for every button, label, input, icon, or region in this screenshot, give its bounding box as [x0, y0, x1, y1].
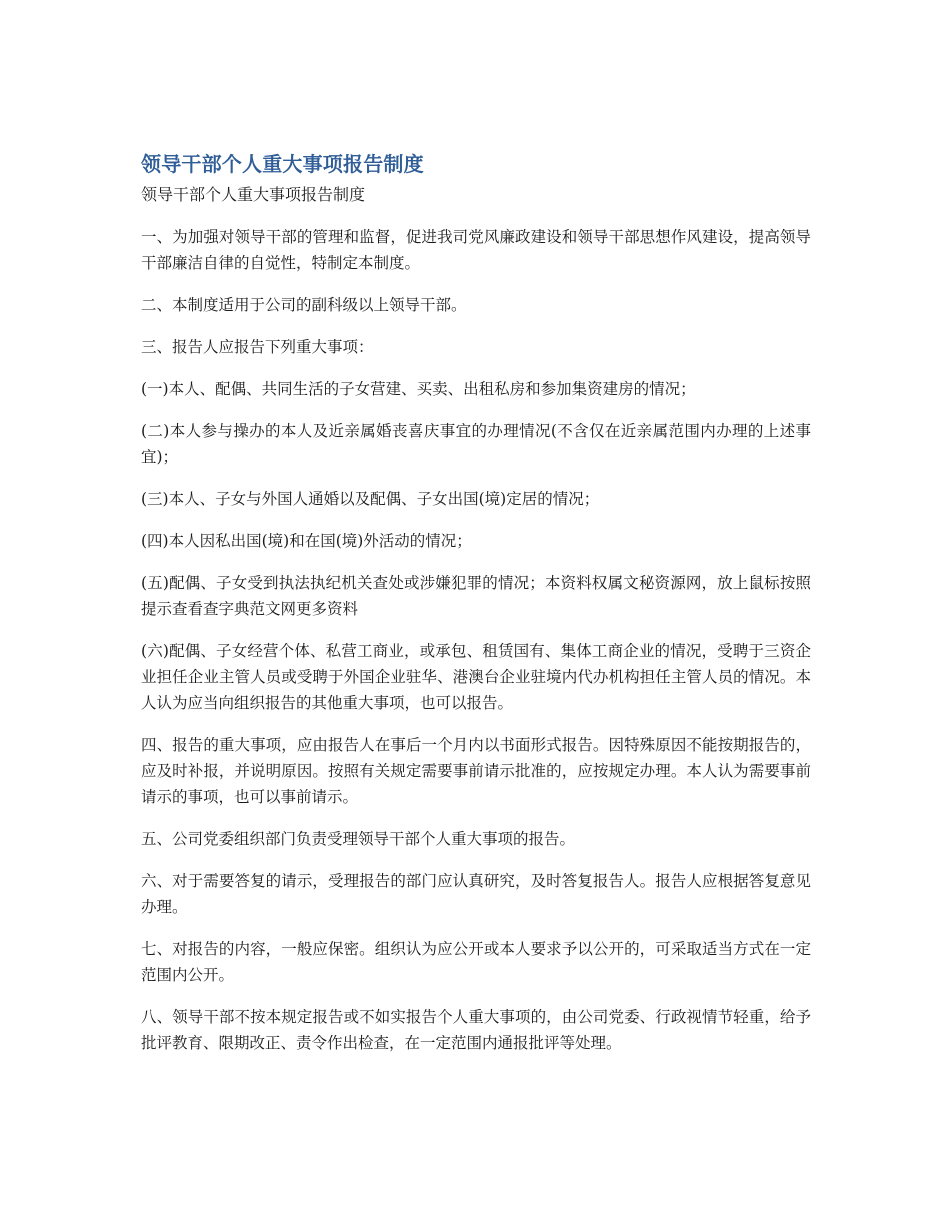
paragraph-7: 七、对报告的内容，一般应保密。组织认为应公开或本人要求予以公开的，可采取适当方式在一定范围内公开。 — [141, 940, 811, 984]
document-body — [141, 150, 811, 1072]
document-subtitle: 领导干部个人重大事项报告制度 — [141, 185, 366, 204]
paragraph-1: 一、为加强对领导干部的管理和监督，促进我司党风廉政建设和领导干部思想作风建设，提高领导干部廉洁自律的自觉性，特制定本制度。 — [141, 228, 811, 272]
paragraph-5: 五、公司党委组织部门负责受理领导干部个人重大事项的报告。 — [141, 830, 576, 848]
paragraph-item-6: (六)配偶、子女经营个体、私营工商业，或承包、租赁国有、集体工商企业的情况，受聘于三资企业担任企业主管人员或受聘于外国企业驻华、港澳台企业驻境内代办机构担任主管人员的情况。本人认为应当向组织报告的其他重大事项，也可以报告。 — [141, 642, 811, 712]
paragraph-3: 三、报告人应报告下列重大事项： — [141, 338, 374, 356]
paragraph-item-2: (二)本人参与操办的本人及近亲属婚丧喜庆事宜的办理情况(不含仅在近亲属范围内办理的上述事宜)； — [141, 422, 811, 466]
paragraph-item-4: (四)本人因私出国(境)和在国(境)外活动的情况； — [141, 532, 472, 550]
paragraph-6: 六、对于需要答复的请示，受理报告的部门应认真研究，及时答复报告人。报告人应根据答复意见办理。 — [141, 872, 811, 916]
paragraph-item-5: (五)配偶、子女受到执法执纪机关查处或涉嫌犯罪的情况；本资料权属文秘资源网，放上鼠标按照提示查看查字典范文网更多资料 — [141, 574, 811, 618]
paragraph-4: 四、报告的重大事项，应由报告人在事后一个月内以书面形式报告。因特殊原因不能按期报告的，应及时补报，并说明原因。按照有关规定需要事前请示批准的，应按规定办理。本人认为需要事前请示的事项，也可以事前请示。 — [141, 736, 811, 806]
paragraph-8: 八、领导干部不按本规定报告或不如实报告个人重大事项的，由公司党委、行政视情节轻重，给予批评教育、限期改正、责令作出检查，在一定范围内通报批评等处理。 — [141, 1008, 811, 1052]
paragraph-item-3: (三)本人、子女与外国人通婚以及配偶、子女出国(境)定居的情况； — [141, 490, 600, 508]
paragraph-2: 二、本制度适用于公司的副科级以上领导干部。 — [141, 296, 467, 314]
paragraph-item-1: (一)本人、配偶、共同生活的子女营建、买卖、出租私房和参加集资建房的情况； — [141, 380, 696, 398]
document-title: 领导干部个人重大事项报告制度 — [141, 152, 424, 176]
